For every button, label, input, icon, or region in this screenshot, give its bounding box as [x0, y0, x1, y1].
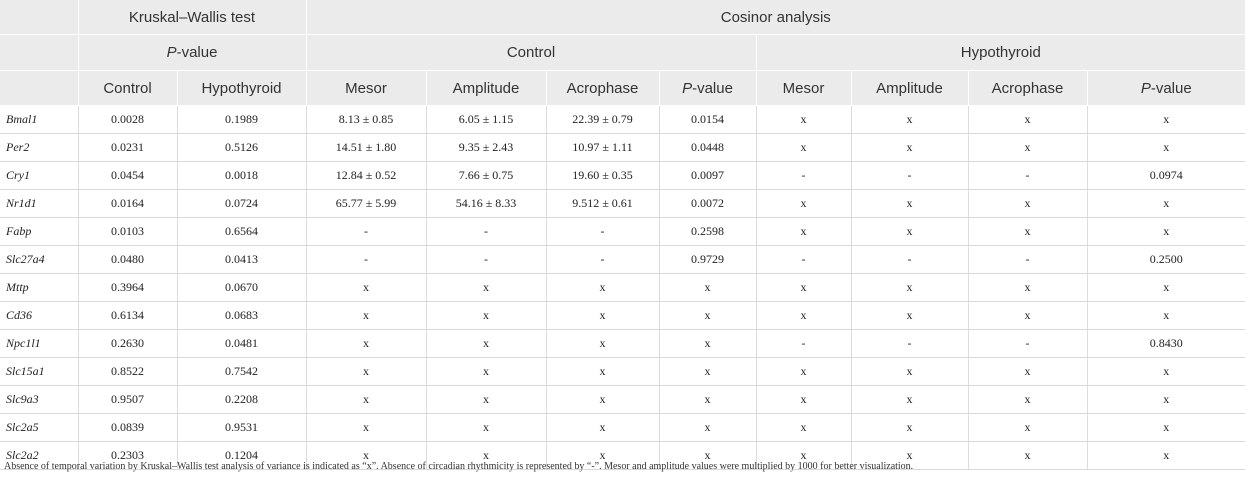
- table-cell: x: [659, 274, 756, 302]
- table-cell: 0.8522: [78, 358, 177, 386]
- table-cell: -: [756, 246, 851, 274]
- table-cell: x: [546, 386, 659, 414]
- kw-test-header: Kruskal–Wallis test: [78, 0, 306, 35]
- table-cell: x: [1087, 442, 1245, 470]
- col-header: Control: [78, 71, 177, 106]
- table-cell: x: [1087, 218, 1245, 246]
- table-cell: 0.6564: [177, 218, 306, 246]
- table-cell: x: [659, 330, 756, 358]
- table-cell: -: [546, 246, 659, 274]
- table-cell: x: [851, 358, 968, 386]
- table-cell: 0.2630: [78, 330, 177, 358]
- table-cell: x: [756, 442, 851, 470]
- table-cell: x: [1087, 274, 1245, 302]
- table-cell: 0.1989: [177, 106, 306, 134]
- table-cell: x: [968, 386, 1087, 414]
- table-cell: x: [659, 358, 756, 386]
- table-cell: 0.0670: [177, 274, 306, 302]
- table-cell: 0.7542: [177, 358, 306, 386]
- table-cell: -: [756, 162, 851, 190]
- gene-name: Slc27a4: [0, 246, 78, 274]
- table-cell: x: [756, 274, 851, 302]
- table-body: [0, 106, 1245, 470]
- table-cell: x: [756, 134, 851, 162]
- table-cell: -: [306, 246, 426, 274]
- gene-name: Bmal1: [0, 106, 78, 134]
- col-header: Acrophase: [968, 71, 1087, 106]
- table-cell: x: [1087, 358, 1245, 386]
- table-row: [0, 106, 1245, 134]
- table-cell: -: [851, 246, 968, 274]
- table-cell: x: [756, 218, 851, 246]
- gene-name: Npc1l1: [0, 330, 78, 358]
- table-cell: 0.0072: [659, 190, 756, 218]
- cosinor-header: Cosinor analysis: [306, 0, 1245, 35]
- table-cell: 0.2303: [78, 442, 177, 470]
- corner-cell: [0, 71, 78, 106]
- table-cell: 0.0154: [659, 106, 756, 134]
- table-cell: x: [968, 414, 1087, 442]
- col-header: Mesor: [756, 71, 851, 106]
- table-row: [0, 162, 1245, 190]
- table-cell: x: [426, 330, 546, 358]
- table-cell: 8.13 ± 0.85: [306, 106, 426, 134]
- table-cell: x: [851, 274, 968, 302]
- table-cell: 7.66 ± 0.75: [426, 162, 546, 190]
- table-row: [0, 274, 1245, 302]
- table-cell: x: [546, 358, 659, 386]
- table-cell: x: [659, 442, 756, 470]
- table-cell: x: [756, 414, 851, 442]
- table-cell: 0.8430: [1087, 330, 1245, 358]
- table-row: [0, 246, 1245, 274]
- table-cell: x: [659, 302, 756, 330]
- table-cell: x: [756, 386, 851, 414]
- table-cell: x: [756, 302, 851, 330]
- table-cell: 0.0480: [78, 246, 177, 274]
- table-cell: x: [546, 442, 659, 470]
- gene-name: Cd36: [0, 302, 78, 330]
- table-cell: 0.5126: [177, 134, 306, 162]
- col-header-pvalue: P-value: [659, 71, 756, 106]
- table-cell: 14.51 ± 1.80: [306, 134, 426, 162]
- table-cell: x: [851, 106, 968, 134]
- table-cell: 0.0028: [78, 106, 177, 134]
- table-cell: 0.2598: [659, 218, 756, 246]
- table-cell: x: [426, 414, 546, 442]
- table-cell: 54.16 ± 8.33: [426, 190, 546, 218]
- gene-name: Slc2a2: [0, 442, 78, 470]
- gene-name: Nr1d1: [0, 190, 78, 218]
- table-cell: x: [426, 358, 546, 386]
- table-cell: -: [546, 218, 659, 246]
- table-row: [0, 414, 1245, 442]
- table-cell: x: [1087, 106, 1245, 134]
- table-cell: -: [968, 162, 1087, 190]
- table-cell: -: [426, 246, 546, 274]
- table-cell: x: [851, 190, 968, 218]
- table-cell: x: [1087, 414, 1245, 442]
- table-cell: 0.0839: [78, 414, 177, 442]
- table-cell: x: [306, 302, 426, 330]
- kw-pvalue-header: P-value: [78, 35, 306, 71]
- table-cell: 22.39 ± 0.79: [546, 106, 659, 134]
- table-cell: 0.0097: [659, 162, 756, 190]
- table-cell: x: [968, 134, 1087, 162]
- table-cell: 0.0454: [78, 162, 177, 190]
- table-cell: x: [306, 358, 426, 386]
- table-cell: x: [426, 442, 546, 470]
- table-cell: 65.77 ± 5.99: [306, 190, 426, 218]
- table-cell: -: [306, 218, 426, 246]
- table-cell: x: [306, 442, 426, 470]
- table-cell: x: [306, 274, 426, 302]
- table-cell: 10.97 ± 1.11: [546, 134, 659, 162]
- table-cell: x: [968, 274, 1087, 302]
- gene-name: Slc2a5: [0, 414, 78, 442]
- table-cell: x: [306, 414, 426, 442]
- table-row: [0, 134, 1245, 162]
- table-cell: x: [968, 302, 1087, 330]
- table-cell: x: [546, 302, 659, 330]
- table-cell: -: [968, 330, 1087, 358]
- col-header: Hypothyroid: [177, 71, 306, 106]
- table-row: [0, 330, 1245, 358]
- table-cell: 0.0974: [1087, 162, 1245, 190]
- table-cell: x: [968, 442, 1087, 470]
- table-cell: 0.0481: [177, 330, 306, 358]
- table-cell: x: [756, 358, 851, 386]
- table-cell: 0.0231: [78, 134, 177, 162]
- table-row: [0, 218, 1245, 246]
- table-cell: x: [851, 302, 968, 330]
- table-cell: x: [1087, 134, 1245, 162]
- table-cell: x: [851, 442, 968, 470]
- table-cell: x: [968, 106, 1087, 134]
- table-cell: x: [306, 386, 426, 414]
- table-cell: 0.0724: [177, 190, 306, 218]
- table-cell: x: [851, 218, 968, 246]
- col-header-pvalue: P-value: [1087, 71, 1245, 106]
- table-cell: x: [426, 386, 546, 414]
- col-header: Acrophase: [546, 71, 659, 106]
- table-cell: -: [426, 218, 546, 246]
- table-cell: 6.05 ± 1.15: [426, 106, 546, 134]
- gene-name: Per2: [0, 134, 78, 162]
- table-cell: 9.512 ± 0.61: [546, 190, 659, 218]
- col-header: Mesor: [306, 71, 426, 106]
- table-cell: 0.0164: [78, 190, 177, 218]
- table-cell: -: [851, 330, 968, 358]
- table-cell: x: [426, 274, 546, 302]
- table-cell: 19.60 ± 0.35: [546, 162, 659, 190]
- table-cell: x: [851, 134, 968, 162]
- table-cell: x: [546, 330, 659, 358]
- table-cell: x: [1087, 190, 1245, 218]
- gene-name: Fabp: [0, 218, 78, 246]
- table-cell: -: [851, 162, 968, 190]
- col-header: Amplitude: [426, 71, 546, 106]
- table-cell: -: [968, 246, 1087, 274]
- table-cell: 0.6134: [78, 302, 177, 330]
- table-row: [0, 190, 1245, 218]
- table-cell: 0.0103: [78, 218, 177, 246]
- table-cell: 0.0448: [659, 134, 756, 162]
- table-cell: x: [968, 190, 1087, 218]
- gene-name: Mttp: [0, 274, 78, 302]
- table-cell: x: [1087, 302, 1245, 330]
- table-cell: 0.3964: [78, 274, 177, 302]
- gene-name: Slc9a3: [0, 386, 78, 414]
- col-header: Amplitude: [851, 71, 968, 106]
- control-group-header: Control: [306, 35, 756, 71]
- table-cell: x: [546, 414, 659, 442]
- table-cell: x: [851, 414, 968, 442]
- table-cell: 0.9729: [659, 246, 756, 274]
- table-cell: x: [306, 330, 426, 358]
- table-cell: 0.0683: [177, 302, 306, 330]
- corner-cell: [0, 0, 78, 35]
- gene-name: Cry1: [0, 162, 78, 190]
- table-cell: x: [851, 386, 968, 414]
- gene-name: Slc15a1: [0, 358, 78, 386]
- table-cell: 0.0018: [177, 162, 306, 190]
- table-cell: x: [659, 414, 756, 442]
- table-row: [0, 302, 1245, 330]
- table-cell: x: [968, 218, 1087, 246]
- table-cell: x: [1087, 386, 1245, 414]
- table-cell: x: [756, 190, 851, 218]
- hypothyroid-group-header: Hypothyroid: [756, 35, 1245, 71]
- table-cell: x: [426, 302, 546, 330]
- table-cell: 9.35 ± 2.43: [426, 134, 546, 162]
- table-cell: x: [659, 386, 756, 414]
- table-cell: x: [546, 274, 659, 302]
- table-cell: 0.0413: [177, 246, 306, 274]
- table-footnote: Absence of temporal variation by Kruskal–Wallis test analysis of variance is indicated as “x”. Absence of circadian rhythmicity is represented by “-”. Mesor and amplitude values were multiplied by 1000 for better visualization.: [4, 461, 914, 472]
- corner-cell: [0, 35, 78, 71]
- table-row: [0, 386, 1245, 414]
- table-cell: x: [756, 106, 851, 134]
- table-cell: x: [968, 358, 1087, 386]
- table-cell: 0.9507: [78, 386, 177, 414]
- table-cell: 0.2208: [177, 386, 306, 414]
- table-cell: 0.9531: [177, 414, 306, 442]
- table-row: [0, 358, 1245, 386]
- table-cell: 0.2500: [1087, 246, 1245, 274]
- table-cell: -: [756, 330, 851, 358]
- table-cell: 12.84 ± 0.52: [306, 162, 426, 190]
- table-cell: 0.1204: [177, 442, 306, 470]
